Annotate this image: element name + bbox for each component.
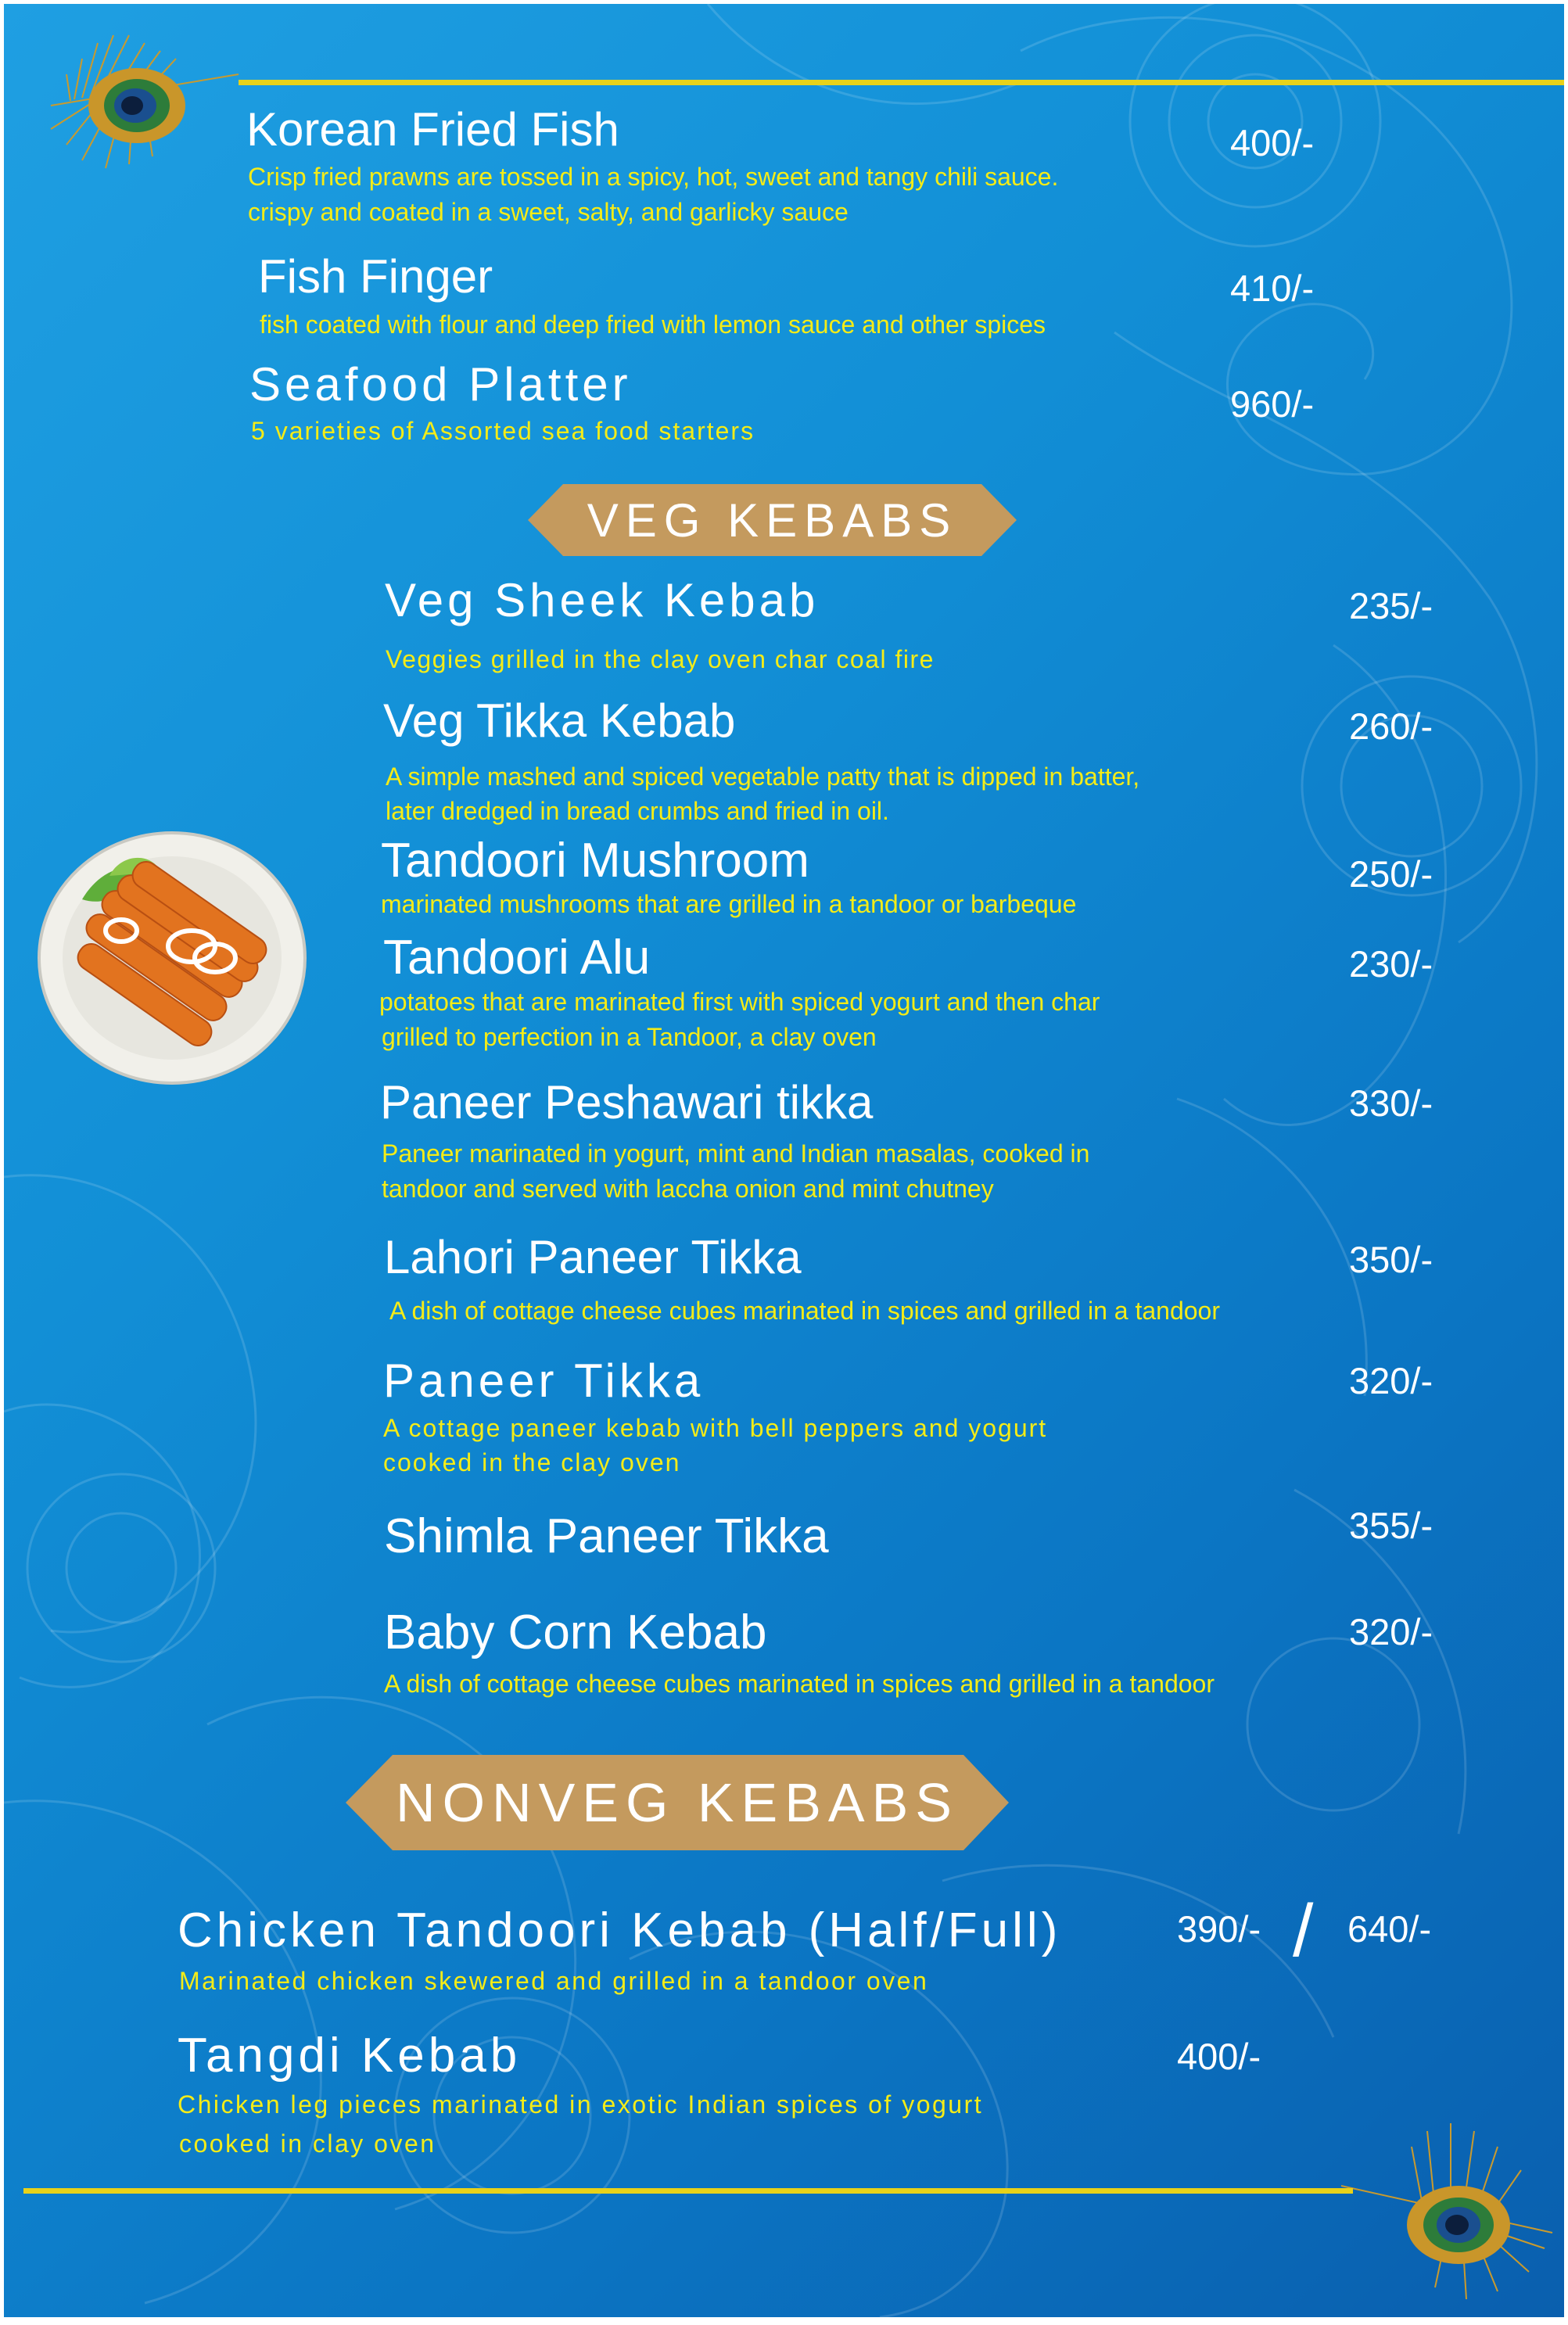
item-description: A cottage paneer kebab with bell peppers and yogurt — [383, 1414, 1048, 1442]
section-heading-text: VEG KEBABS — [587, 493, 958, 547]
item-description: A simple mashed and spiced vegetable patty that is dipped in batter, — [386, 762, 1140, 791]
item-description: marinated mushrooms that are grilled in a tandoor or barbeque — [381, 890, 1077, 918]
item-name: Korean Fried Fish — [246, 103, 619, 156]
item-name: Veg Tikka Kebab — [383, 694, 736, 747]
item-name: Lahori Paneer Tikka — [384, 1231, 802, 1283]
item-name: Tangdi Kebab — [178, 2029, 522, 2083]
item-price: 260/- — [1349, 705, 1433, 747]
item-name: Paneer Peshawari tikka — [380, 1076, 874, 1128]
item-name: Baby Corn Kebab — [384, 1606, 767, 1659]
item-description: Veggies grilled in the clay oven char coal fire — [386, 645, 935, 673]
item-price: 410/- — [1230, 267, 1315, 309]
item-name: Fish Finger — [258, 250, 493, 303]
top-gold-rule — [239, 80, 1564, 85]
item-price: 330/- — [1349, 1082, 1433, 1124]
item-description: Chicken leg pieces marinated in exotic Indian spices of yogurt — [178, 2090, 984, 2119]
menu-page — [4, 4, 1564, 2317]
item-description: 5 varieties of Assorted sea food starters — [251, 417, 755, 445]
item-name: Tandoori Alu — [383, 931, 651, 985]
item-name: Paneer Tikka — [383, 1354, 705, 1407]
item-price: 250/- — [1349, 853, 1433, 895]
item-name: Shimla Paneer Tikka — [384, 1509, 829, 1563]
item-price: 320/- — [1349, 1360, 1433, 1401]
item-price: 320/- — [1349, 1611, 1433, 1652]
item-description: crispy and coated in a sweet, salty, and garlicky sauce — [248, 198, 849, 226]
item-price-full: 640/- — [1347, 1908, 1432, 1950]
item-price: 400/- — [1230, 122, 1315, 163]
item-description: A dish of cottage cheese cubes marinated in spices and grilled in a tandoor — [384, 1670, 1215, 1698]
item-description: Marinated chicken skewered and grilled in a tandoor oven — [179, 1967, 929, 1995]
item-name: Veg Sheek Kebab — [385, 574, 820, 626]
item-price: 960/- — [1230, 383, 1315, 425]
bottom-gold-rule — [23, 2188, 1353, 2194]
nonveg-kebabs-heading — [346, 1752, 1009, 1853]
peacock-feather-icon — [1341, 2115, 1560, 2311]
item-description: cooked in the clay oven — [383, 1448, 681, 1476]
item-price-half: 390/- — [1177, 1908, 1261, 1950]
peacock-feather-icon — [35, 12, 246, 192]
item-description: Paneer marinated in yogurt, mint and Indian masalas, cooked in — [382, 1139, 1090, 1168]
item-description: A dish of cottage cheese cubes marinated in spices and grilled in a tandoor — [389, 1297, 1220, 1325]
item-description: cooked in clay oven — [179, 2129, 436, 2158]
kebab-plate-image — [35, 829, 309, 1087]
item-description: potatoes that are marinated first with spiced yogurt and then char — [379, 988, 1100, 1016]
price-separator: / — [1293, 1889, 1314, 1972]
item-name: Chicken Tandoori Kebab (Half/Full) — [178, 1903, 1062, 1957]
item-price: 400/- — [1177, 2036, 1261, 2077]
item-price: 350/- — [1349, 1239, 1433, 1280]
item-description: Crisp fried prawns are tossed in a spicy, hot, sweet and tangy chili sauce. — [248, 163, 1059, 191]
item-price: 235/- — [1349, 585, 1433, 626]
veg-kebabs-heading — [528, 481, 1017, 559]
item-name: Seafood Platter — [249, 358, 632, 411]
item-description: grilled to perfection in a Tandoor, a clay oven — [382, 1023, 877, 1051]
item-description: tandoor and served with laccha onion and mint chutney — [382, 1175, 994, 1203]
section-heading-text: NONVEG KEBABS — [396, 1772, 959, 1833]
item-price: 355/- — [1349, 1505, 1433, 1546]
item-name: Tandoori Mushroom — [381, 834, 809, 888]
item-description: fish coated with flour and deep fried with lemon sauce and other spices — [260, 310, 1046, 339]
item-description: later dredged in bread crumbs and fried in oil. — [386, 797, 889, 825]
item-price: 230/- — [1349, 943, 1433, 985]
